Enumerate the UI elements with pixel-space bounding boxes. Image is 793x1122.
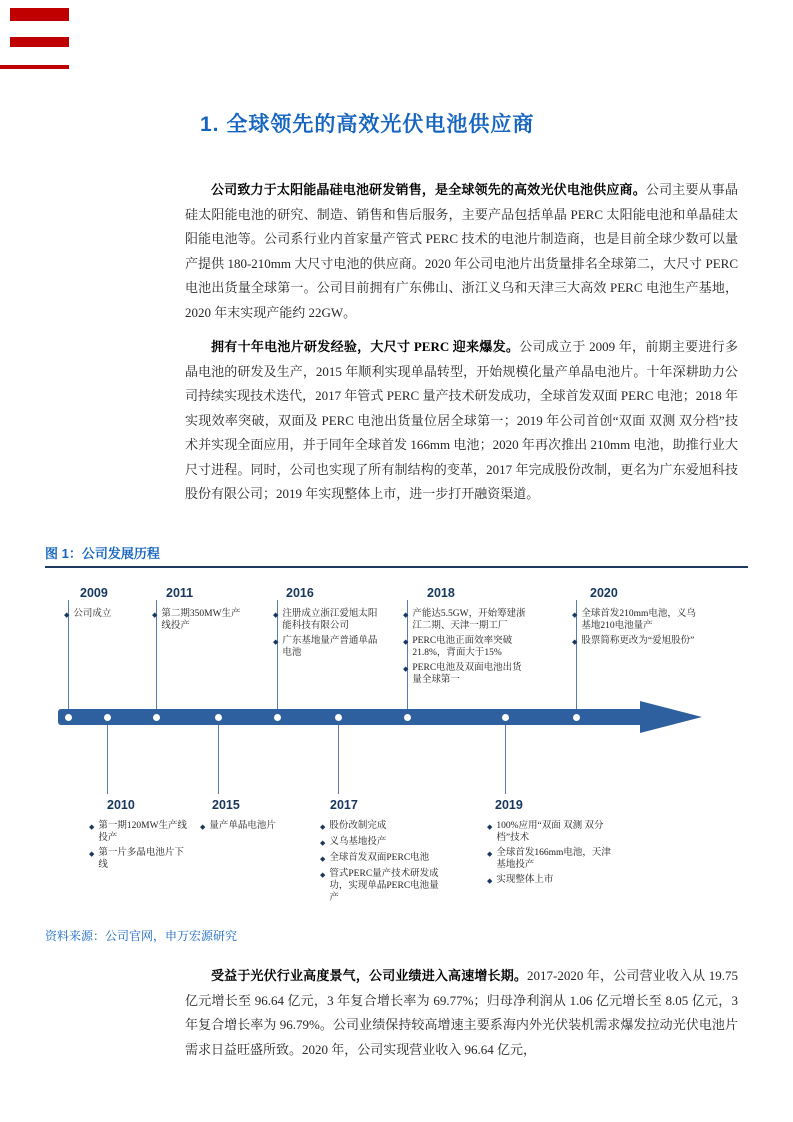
diamond-bullet-icon: ◆	[572, 638, 578, 646]
paragraph-1-body: 公司主要从事晶硅太阳能电池的研究、制造、销售和售后服务，主要产品包括单晶 PERC 太阳能电池和单晶硅太阳能电池等。公司系行业内首家量产管式 PERC 技术的电池片制造商，也是目前全球少数可以量产提供 180-210mm 大尺寸电池的供应商。2020 年公司电池片出货量排名全球第二，大尺寸 PERC 电池出货量全球第一。公司目前拥有广东佛山、浙江义乌和天津三大高效 PERC 电池生产基地，2020 年末实现产能约 22GW。	[185, 182, 738, 320]
timeline-dot	[274, 714, 281, 721]
timeline-item-text: 公司成立	[73, 609, 112, 619]
timeline-item	[320, 852, 442, 865]
timeline-item	[487, 820, 617, 844]
timeline-items	[200, 820, 305, 836]
figure-source: 资料来源：公司官网，申万宏源研究	[45, 929, 238, 943]
timeline-item	[89, 847, 189, 871]
timeline-year: 2010	[107, 798, 135, 812]
timeline-item-text: 实现整体上市	[496, 875, 554, 885]
timeline-dot	[215, 714, 222, 721]
timeline-item-text: 注册成立浙江爱旭太阳能科技有限公司	[282, 609, 378, 631]
timeline-connector	[107, 725, 108, 794]
diamond-bullet-icon: ◆	[89, 850, 95, 858]
timeline-dot	[335, 714, 342, 721]
diamond-bullet-icon: ◆	[487, 823, 493, 831]
brand-red-bar-top	[10, 8, 69, 21]
timeline-arrowhead-icon	[640, 701, 702, 733]
paragraph-3	[185, 964, 738, 1062]
timeline-item	[273, 608, 385, 632]
paragraph-2	[185, 335, 738, 507]
timeline-item	[572, 635, 702, 648]
diamond-bullet-icon: ◆	[320, 823, 326, 831]
timeline-items	[64, 608, 154, 624]
figure-title: 图 1：公司发展历程	[45, 546, 160, 561]
timeline-connector	[218, 725, 219, 794]
timeline-year: 2009	[80, 586, 108, 600]
diamond-bullet-icon: ◆	[273, 638, 279, 646]
timeline-item	[89, 820, 189, 844]
timeline-year: 2019	[495, 798, 523, 812]
diamond-bullet-icon: ◆	[320, 855, 326, 863]
diamond-bullet-icon: ◆	[320, 839, 326, 847]
diamond-bullet-icon: ◆	[152, 611, 158, 619]
timeline-dot	[573, 714, 580, 721]
brand-red-bar-thin	[0, 65, 69, 69]
paragraph-3-body: 2017-2020 年，公司营业收入从 19.75 亿元增长至 96.64 亿元，3 年复合增长率为 69.77%；归母净利润从 1.06 亿元增长至 8.05 亿元，3 年复合增长率为 96.79%。公司业绩保持较高增速主要系海内外光伏装机需求爆发拉动光伏电池片需求日益旺盛所致。2020 年，公司实现营业收入 96.64 亿元，	[185, 968, 738, 1057]
timeline-item-text: 第一片多晶电池片下线	[98, 848, 184, 870]
timeline-item	[320, 836, 442, 849]
timeline-year: 2018	[427, 586, 455, 600]
timeline-item	[403, 662, 531, 686]
timeline-items	[152, 608, 247, 635]
timeline-item-text: 100%应用“双面 双测 双分档”技术	[496, 821, 604, 843]
timeline-items	[273, 608, 385, 662]
section-heading: 1. 全球领先的高效光伏电池供应商	[200, 113, 535, 136]
timeline-item	[320, 868, 442, 904]
figure-divider-line	[45, 566, 748, 568]
timeline-item	[487, 847, 617, 871]
timeline-item	[200, 820, 305, 833]
timeline-item-text: 产能达5.5GW，开始筹建浙江二期、天津一期工厂	[412, 609, 526, 631]
diamond-bullet-icon: ◆	[403, 611, 409, 619]
diamond-bullet-icon: ◆	[64, 611, 70, 619]
timeline-item	[273, 635, 385, 659]
paragraph-1-lead: 公司致力于太阳能晶硅电池研发销售，是全球领先的高效光伏电池供应商。	[211, 182, 646, 197]
timeline-connector	[338, 725, 339, 794]
timeline-year: 2020	[590, 586, 618, 600]
figure-company-history	[45, 545, 748, 944]
timeline-items	[89, 820, 189, 874]
timeline-item-text: PERC电池及双面电池出货量全球第一	[412, 663, 522, 685]
diamond-bullet-icon: ◆	[320, 871, 326, 879]
timeline-item	[64, 608, 154, 621]
diamond-bullet-icon: ◆	[200, 823, 206, 831]
diamond-bullet-icon: ◆	[487, 877, 493, 885]
timeline-item-text: 全球首发双面PERC电池	[329, 853, 430, 863]
timeline-item-text: 股票简称更改为“爱旭股份”	[581, 636, 695, 646]
timeline-year: 2017	[330, 798, 358, 812]
paragraph-3-lead: 受益于光伏行业高度景气，公司业绩进入高速增长期。	[211, 968, 528, 983]
diamond-bullet-icon: ◆	[89, 823, 95, 831]
body-text-block	[185, 178, 738, 507]
timeline-item-text: 量产单晶电池片	[209, 821, 276, 831]
timeline-item	[487, 874, 617, 887]
timeline-item	[572, 608, 702, 632]
paragraph-2-lead: 拥有十年电池片研发经验，大尺寸 PERC 迎来爆发。	[211, 339, 520, 354]
timeline-dot	[65, 714, 72, 721]
timeline-item	[152, 608, 247, 632]
paragraph-1	[185, 178, 738, 325]
timeline-items	[320, 820, 442, 907]
timeline-item-text: 全球首发210mm电池，义乌基地210电池量产	[581, 609, 696, 631]
timeline-bar	[58, 709, 640, 725]
timeline-item-text: PERC电池正面效率突破21.8%，背面大于15%	[412, 636, 513, 658]
diamond-bullet-icon: ◆	[403, 665, 409, 673]
timeline-items	[572, 608, 702, 651]
timeline-dot	[153, 714, 160, 721]
timeline-item-text: 第一期120MW生产线投产	[98, 821, 188, 843]
timeline-dot	[404, 714, 411, 721]
paragraph-2-body: 公司成立于 2009 年，前期主要进行多晶电池的研发及生产，2015 年顺利实现单晶转型，开始规模化量产单晶电池片。十年深耕助力公司持续实现技术迭代，2017 年管式 PERC 量产技术研发成功，全球首发双面 PERC 电池；2018 年实现效率突破，双面及 PERC 电池出货量位居全球第一；2019 年公司首创“双面 双测 双分档”技术并实现全面应用，并于同年全球首发 166mm 电池；2020 年再次推出 210mm 电池，助推行业大尺寸进程。同时，公司也实现了所有制结构的变革，2017 年完成股份改制，更名为广东爱旭科技股份有限公司；2019 年实现整体上市，进一步打开融资渠道。	[185, 339, 738, 501]
timeline-connector	[505, 725, 506, 794]
timeline-item	[320, 820, 442, 833]
timeline-item-text: 义乌基地投产	[329, 837, 387, 847]
timeline	[45, 584, 748, 919]
timeline-item	[403, 608, 531, 632]
timeline-dot	[104, 714, 111, 721]
timeline-item-text: 第二期350MW生产线投产	[161, 609, 241, 631]
timeline-items	[487, 820, 617, 890]
timeline-item	[403, 635, 531, 659]
diamond-bullet-icon: ◆	[487, 850, 493, 858]
body-text-block-2	[185, 964, 738, 1062]
timeline-year: 2015	[212, 798, 240, 812]
timeline-year: 2011	[166, 586, 194, 600]
timeline-item-text: 广东基地量产普通单晶电池	[282, 636, 378, 658]
timeline-items	[403, 608, 531, 689]
diamond-bullet-icon: ◆	[403, 638, 409, 646]
timeline-item-text: 全球首发166mm电池，天津基地投产	[496, 848, 611, 870]
timeline-dot	[502, 714, 509, 721]
diamond-bullet-icon: ◆	[572, 611, 578, 619]
diamond-bullet-icon: ◆	[273, 611, 279, 619]
timeline-year: 2016	[286, 586, 314, 600]
brand-red-bar-middle	[10, 37, 69, 47]
timeline-item-text: 股份改制完成	[329, 821, 387, 831]
timeline-item-text: 管式PERC量产技术研发成功，实现单晶PERC电池量产	[329, 869, 439, 903]
